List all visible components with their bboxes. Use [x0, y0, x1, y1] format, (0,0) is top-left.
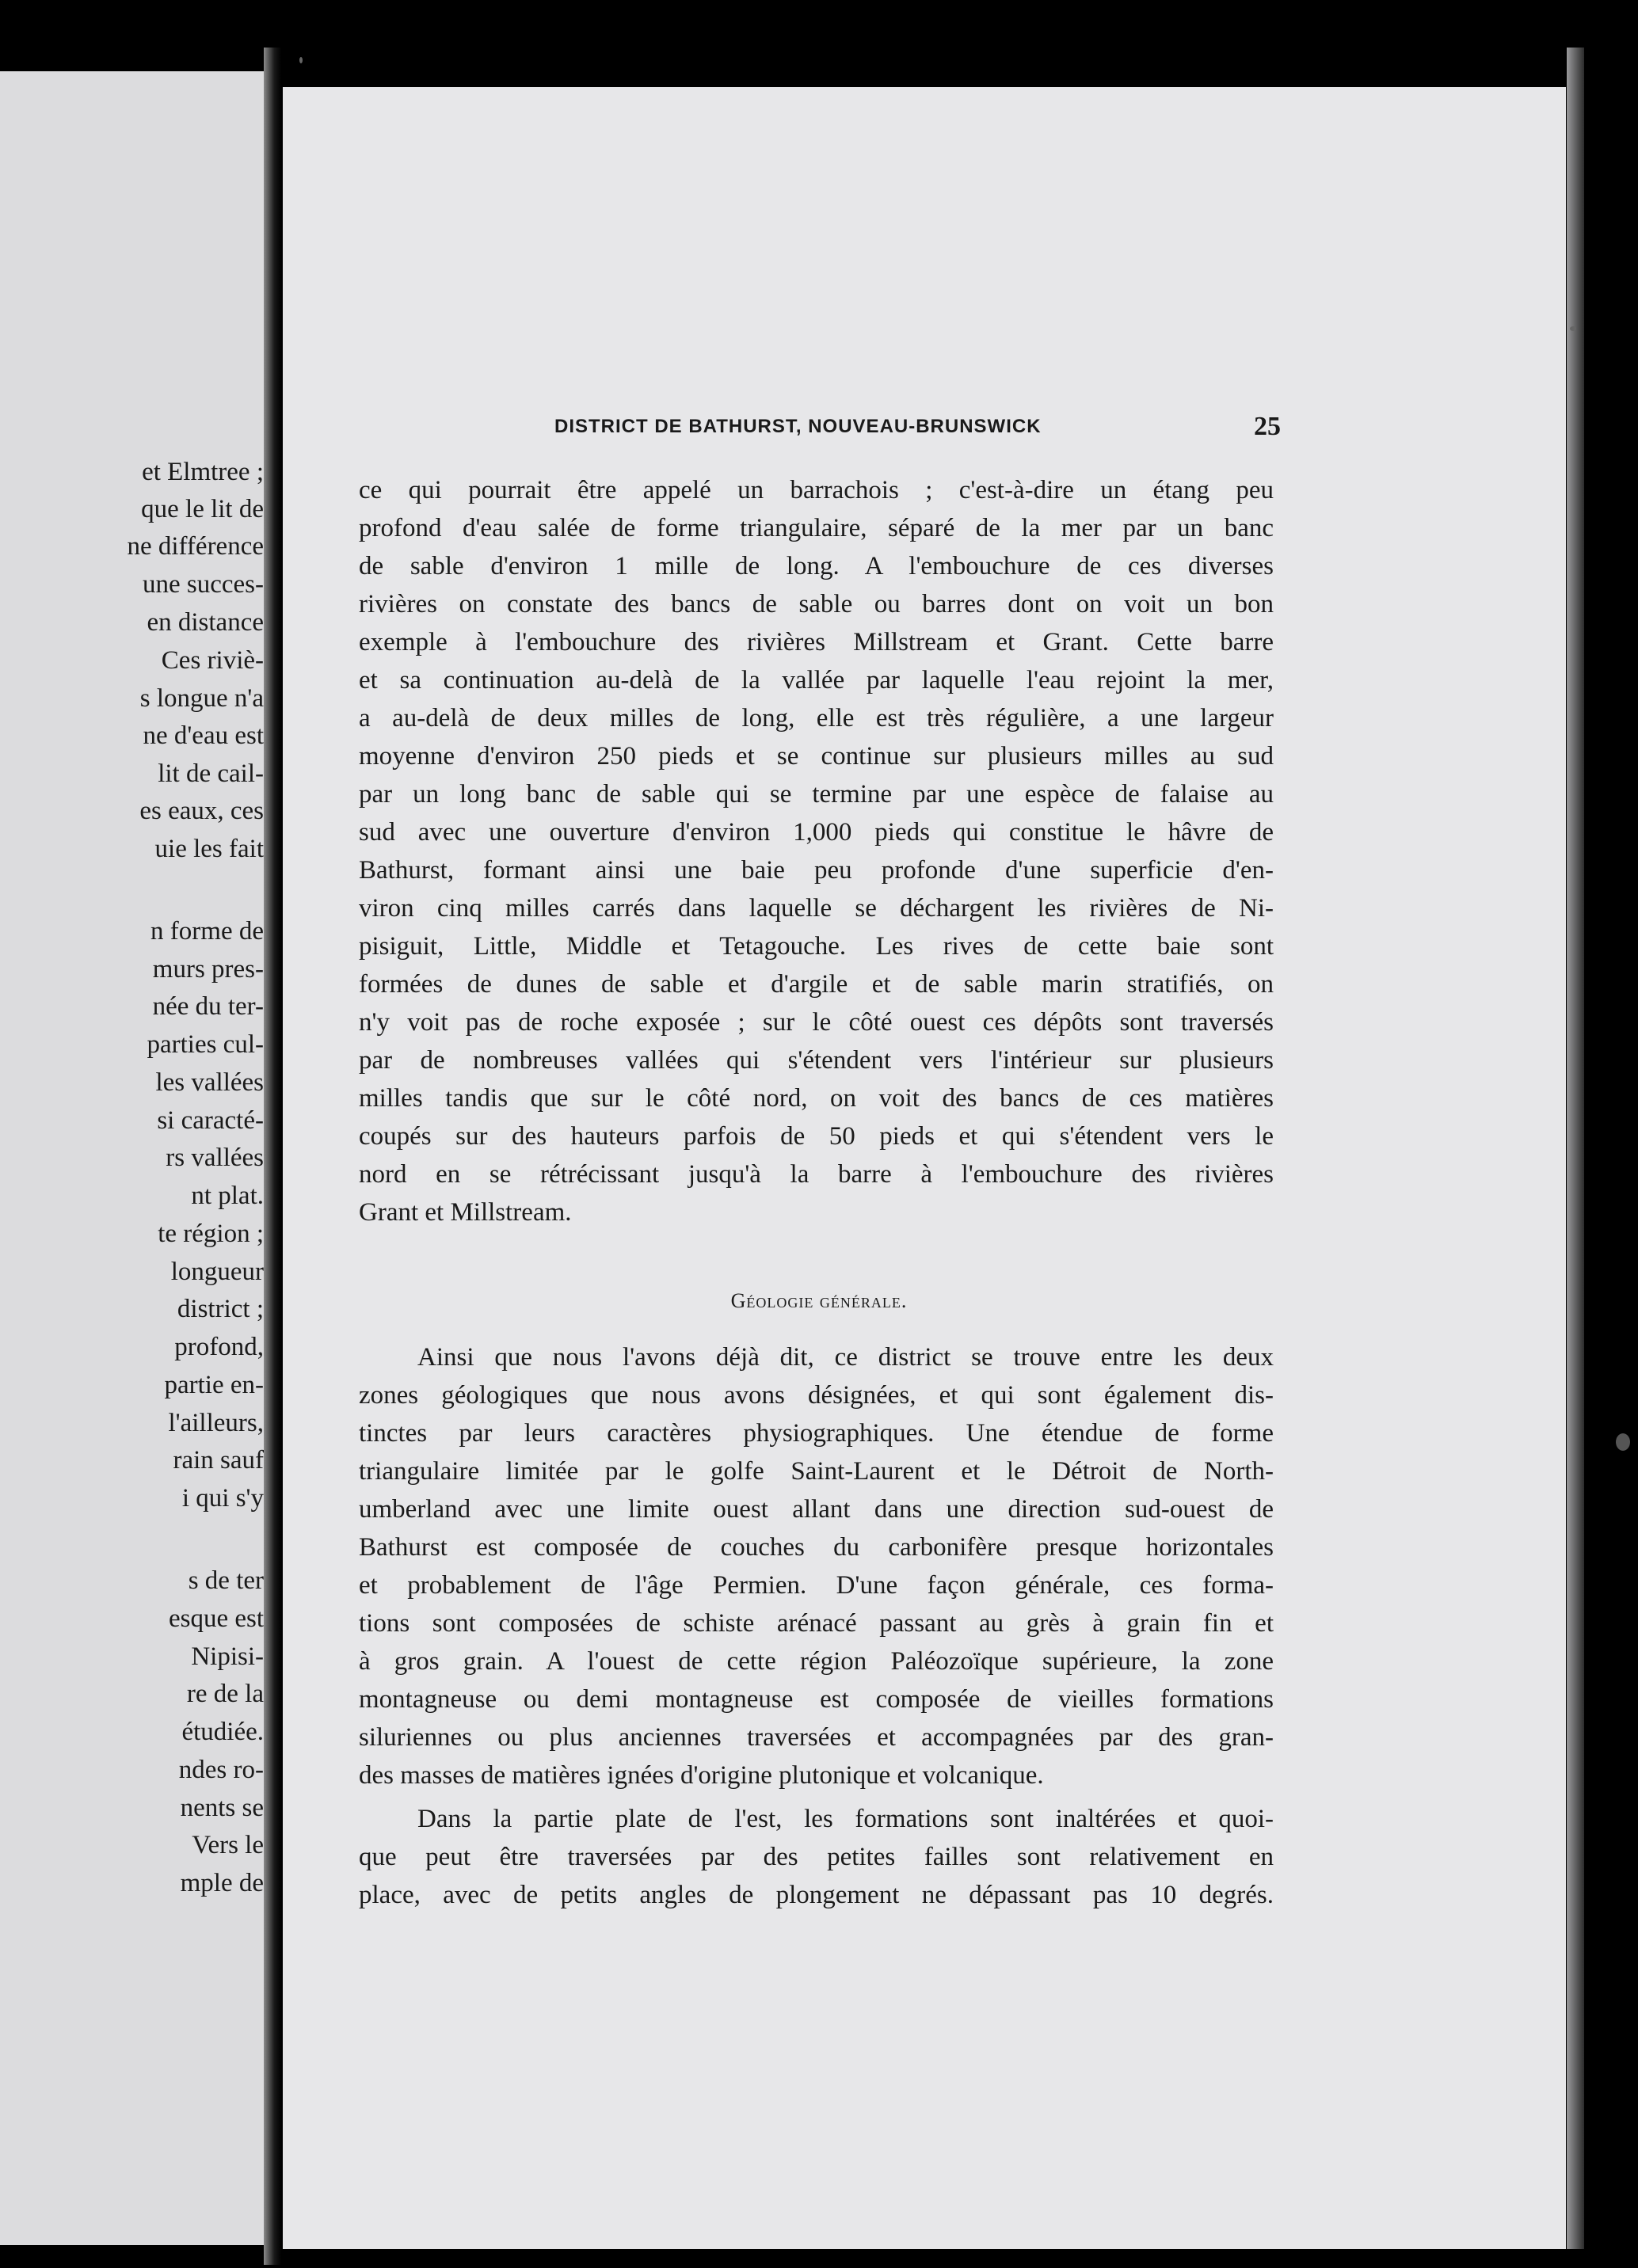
left-page-line: district ;: [177, 1295, 264, 1323]
body-text-line: de sable d'environ 1 mille de long. A l'embouchure de ces diverses: [359, 552, 1274, 580]
body-text-line: Dans la partie plate de l'est, les formations sont inaltérées et quoi-: [417, 1805, 1274, 1833]
left-page-line: partie en-: [164, 1371, 264, 1399]
left-page-line: re de la: [186, 1680, 264, 1708]
left-page-line: parties cul-: [147, 1030, 264, 1059]
book-gutter: [264, 48, 281, 2265]
running-header: DISTRICT DE BATHURST, NOUVEAU-BRUNSWICK: [554, 416, 1042, 437]
left-page-line: et Elmtree ;: [142, 458, 264, 486]
left-page-line: en distance: [147, 608, 264, 637]
body-text-line: exemple à l'embouchure des rivières Millstream et Grant. Cette barre: [359, 628, 1274, 656]
body-text-line: Grant et Millstream.: [359, 1198, 572, 1227]
body-text-line: tinctes par leurs caractères physiographiques. Une étendue de forme: [359, 1419, 1274, 1448]
body-text-line: zones géologiques que nous avons désignées, et qui sont également dis-: [359, 1381, 1274, 1410]
body-text-line: coupés sur des hauteurs parfois de 50 pieds et qui s'étendent vers le: [359, 1122, 1274, 1151]
body-text-line: pisiguit, Little, Middle et Tetagouche. Les rives de cette baie sont: [359, 932, 1274, 961]
body-text-line: a au-delà de deux milles de long, elle est très régulière, a une largeur: [359, 704, 1274, 733]
left-page-line: rs vallées: [166, 1144, 264, 1172]
scan-speck: [1616, 1433, 1630, 1451]
left-page-line: ne d'eau est: [143, 721, 264, 750]
section-heading: [0, 1289, 1638, 1313]
left-facing-page: [0, 71, 273, 2245]
left-page-line: née du ter-: [152, 992, 264, 1021]
body-text-line: montagneuse ou demi montagneuse est composée de vieilles formations: [359, 1685, 1274, 1714]
body-text-line: et sa continuation au-delà de la vallée par laquelle l'eau rejoint la mer,: [359, 666, 1274, 694]
section-heading-text: Géologie générale.: [730, 1289, 908, 1312]
body-text-line: moyenne d'environ 250 pieds et se continue sur plusieurs milles au sud: [359, 742, 1274, 771]
body-text-line: ce qui pourrait être appelé un barrachois ; c'est-à-dire un étang peu: [359, 476, 1274, 504]
body-text-line: profond d'eau salée de forme triangulaire, séparé de la mer par un banc: [359, 514, 1274, 542]
body-text-line: n'y voit pas de roche exposée ; sur le côté ouest ces dépôts sont traversés: [359, 1008, 1274, 1037]
left-page-line: profond,: [174, 1333, 264, 1361]
body-text-line: Ainsi que nous l'avons déjà dit, ce district se trouve entre les deux: [417, 1343, 1274, 1372]
left-page-line: i qui s'y: [181, 1484, 264, 1513]
left-page-line: longueur: [170, 1258, 264, 1286]
left-page-line: ne différence: [127, 532, 264, 561]
left-page-line: si caracté-: [157, 1106, 264, 1135]
left-page-line: murs pres-: [152, 955, 264, 984]
body-text-line: milles tandis que sur le côté nord, on voit des bancs de ces matières: [359, 1084, 1274, 1113]
left-page-line: étudiée.: [181, 1718, 264, 1746]
left-page-line: te région ;: [158, 1220, 264, 1248]
body-text-line: tions sont composées de schiste arénacé passant au grès à grain fin et: [359, 1609, 1274, 1638]
body-text-line: par un long banc de sable qui se termine par une espèce de falaise au: [359, 780, 1274, 809]
body-text-line: viron cinq milles carrés dans laquelle se déchargent les rivières de Ni-: [359, 894, 1274, 923]
left-page-line: Ces riviè-: [161, 646, 264, 675]
scan-speck: [299, 57, 303, 63]
body-text-line: par de nombreuses vallées qui s'étendent vers l'intérieur sur plusieurs: [359, 1046, 1274, 1075]
left-page-line: nt plat.: [191, 1182, 264, 1210]
body-text-line: umberland avec une limite ouest allant dans une direction sud-ouest de: [359, 1495, 1274, 1524]
body-text-line: nord en se rétrécissant jusqu'à la barre à l'embouchure des rivières: [359, 1160, 1274, 1189]
body-text-line: des masses de matières ignées d'origine plutonique et volcanique.: [359, 1761, 1044, 1790]
left-page-line: lit de cail-: [158, 759, 264, 788]
page-number: 25: [1254, 412, 1281, 441]
left-page-line: une succes-: [142, 570, 264, 599]
left-page-line: rain sauf: [173, 1446, 264, 1475]
left-page-line: Nipisi-: [191, 1642, 264, 1671]
left-page-line: que le lit de: [141, 495, 264, 523]
body-text-line: formées de dunes de sable et d'argile et de sable marin stratifiés, on: [359, 970, 1274, 999]
left-page-line: ndes ro-: [178, 1756, 264, 1784]
left-page-line: Vers le: [192, 1831, 264, 1859]
scan-speck: [1570, 326, 1576, 331]
body-text-line: place, avec de petits angles de plongement ne dépassant pas 10 degrés.: [359, 1881, 1274, 1909]
left-page-line: les vallées: [155, 1068, 264, 1097]
body-text-line: Bathurst, formant ainsi une baie peu profonde d'une superficie d'en-: [359, 856, 1274, 885]
left-page-line: uie les fait: [154, 835, 264, 863]
body-text-line: siluriennes ou plus anciennes traversées et accompagnées par des gran-: [359, 1723, 1274, 1752]
body-text-line: et probablement de l'âge Permien. D'une façon générale, ces forma-: [359, 1571, 1274, 1600]
body-text-line: que peut être traversées par des petites failles sont relativement en: [359, 1843, 1274, 1871]
left-page-line: s de ter: [188, 1566, 264, 1595]
left-page-line: es eaux, ces: [139, 797, 264, 825]
left-page-line: n forme de: [150, 917, 264, 946]
left-page-line: nents se: [180, 1794, 264, 1822]
left-page-line: s longue n'a: [139, 684, 264, 713]
left-page-line: esque est: [168, 1604, 264, 1633]
body-text-line: sud avec une ouverture d'environ 1,000 pieds qui constitue le hâvre de: [359, 818, 1274, 847]
body-text-line: à gros grain. A l'ouest de cette région Paléozoïque supérieure, la zone: [359, 1647, 1274, 1676]
body-text-line: Bathurst est composée de couches du carbonifère presque horizontales: [359, 1533, 1274, 1562]
body-text-line: triangulaire limitée par le golfe Saint-Laurent et le Détroit de North-: [359, 1457, 1274, 1486]
left-page-line: mple de: [180, 1869, 264, 1897]
page-edge: [1567, 48, 1584, 2249]
body-text-line: rivières on constate des bancs de sable ou barres dont on voit un bon: [359, 590, 1274, 618]
left-page-line: l'ailleurs,: [168, 1409, 264, 1437]
